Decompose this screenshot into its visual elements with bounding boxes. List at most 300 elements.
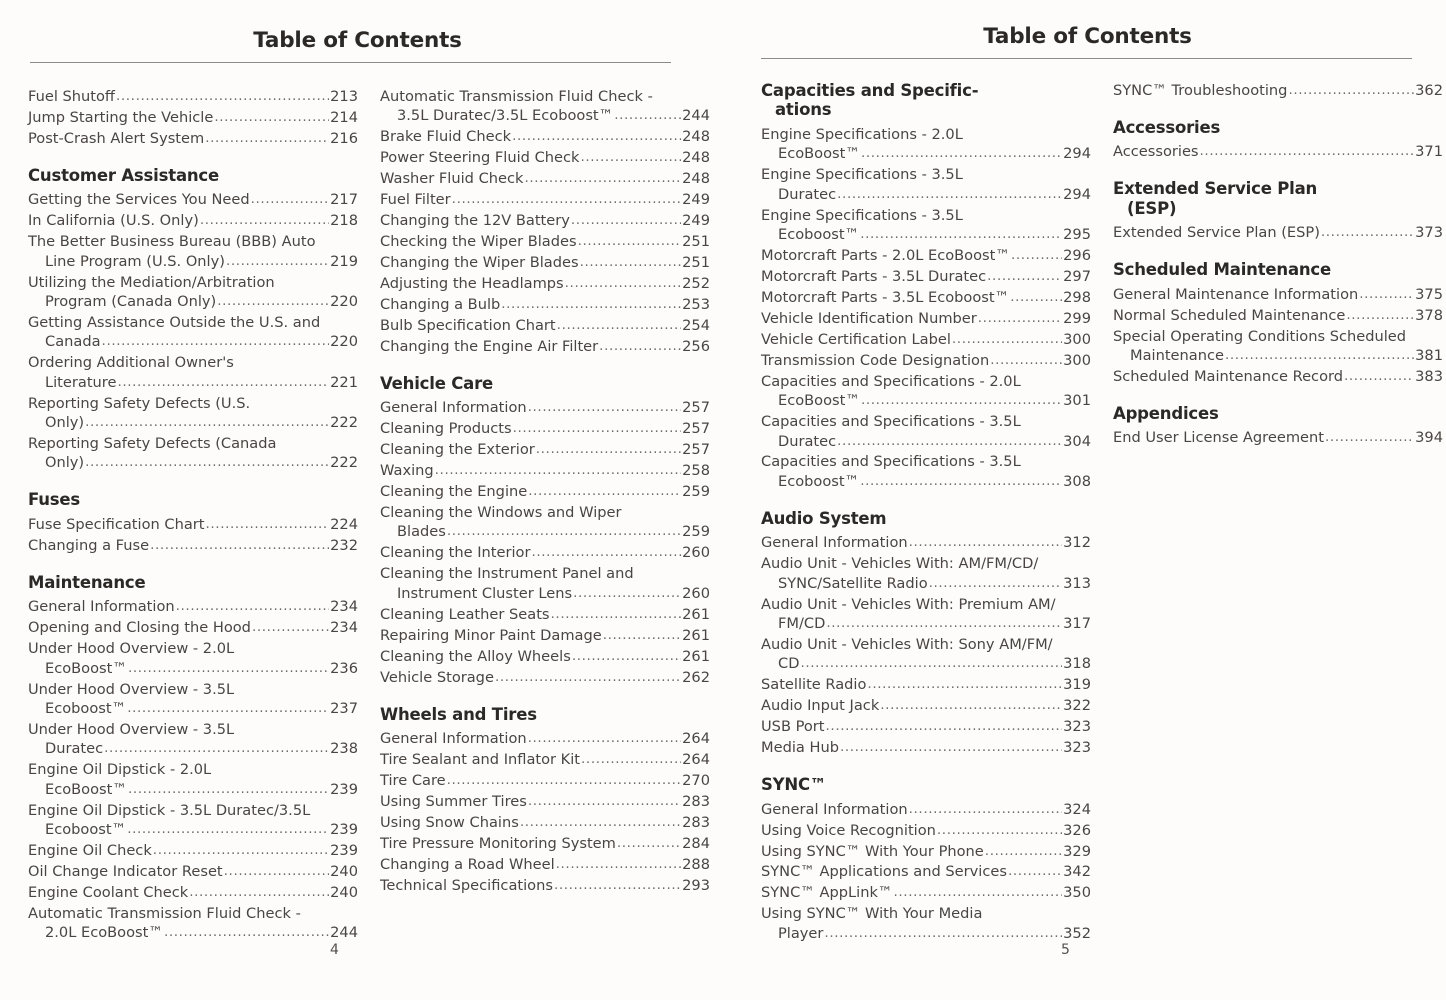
toc-entry[interactable]: [380, 771, 710, 791]
dot-leader: [1225, 347, 1414, 365]
toc-entry[interactable]: [28, 801, 358, 840]
toc-entry[interactable]: [761, 883, 1091, 903]
toc-entry-line: [28, 739, 358, 759]
toc-entry-text: 2.0L EcoBoost™: [45, 924, 163, 942]
toc-entry[interactable]: [380, 337, 710, 357]
toc-entry-line: [28, 639, 358, 658]
toc-entry[interactable]: [761, 554, 1091, 593]
toc-entry[interactable]: [380, 750, 710, 770]
dot-leader: [1359, 286, 1414, 304]
toc-entry[interactable]: [380, 855, 710, 875]
toc-entry[interactable]: [380, 461, 710, 481]
toc-page-number: 248: [682, 128, 710, 146]
toc-entry[interactable]: [28, 883, 358, 903]
toc-entry-text: Duratec: [778, 432, 837, 450]
toc-page-number: 329: [1063, 842, 1091, 860]
toc-entry[interactable]: [380, 813, 710, 833]
toc-entry-text: Blades: [397, 523, 446, 541]
toc-entry[interactable]: [761, 800, 1091, 820]
toc-entry[interactable]: [380, 316, 710, 336]
toc-entry-text: Motorcraft Parts - 3.5L Duratec: [761, 267, 987, 285]
toc-entry-line: [1113, 428, 1443, 448]
toc-entry-line: [380, 337, 710, 357]
toc-entry[interactable]: [1113, 285, 1443, 305]
toc-entry[interactable]: [1113, 367, 1443, 387]
toc-entry-line: [761, 472, 1091, 492]
toc-entry-text: EcoBoost™: [45, 659, 127, 677]
toc-entry[interactable]: [380, 419, 710, 439]
dot-leader: [252, 619, 329, 637]
toc-columns-right: [761, 81, 1443, 945]
toc-entry[interactable]: [28, 680, 358, 719]
toc-page-number: 308: [1063, 472, 1091, 490]
toc-page-number: 323: [1063, 739, 1091, 757]
toc-page-number: 214: [330, 108, 358, 126]
dot-leader: [1346, 307, 1414, 325]
toc-entry-text: Repairing Minor Paint Damage: [380, 626, 602, 644]
dot-leader: [573, 585, 681, 603]
dot-leader: [512, 128, 681, 146]
toc-entry-text: Capacities and Specifications - 3.5L: [761, 413, 1021, 431]
toc-entry-line: [28, 453, 358, 473]
toc-entry-text: Changing a Fuse: [28, 536, 150, 554]
toc-entry-text: Changing a Bulb: [380, 295, 501, 313]
toc-entry[interactable]: [761, 372, 1091, 411]
toc-entry[interactable]: [380, 647, 710, 667]
dot-leader: [800, 655, 1062, 673]
dot-leader: [614, 107, 681, 125]
toc-entry-line: [28, 536, 358, 556]
dot-leader: [1200, 143, 1415, 161]
toc-entry[interactable]: [28, 190, 358, 210]
toc-entry-line: [380, 398, 710, 418]
toc-entry-text: SYNC/Satellite Radio: [778, 574, 928, 592]
toc-entry[interactable]: [380, 87, 710, 126]
toc-page-number: 260: [682, 544, 710, 562]
toc-entry[interactable]: [761, 821, 1091, 841]
toc-entry[interactable]: [761, 330, 1091, 350]
toc-entry-line: [761, 554, 1091, 573]
dot-leader: [435, 462, 681, 480]
toc-page-number: 312: [1063, 534, 1091, 552]
toc-entry-text: Cleaning the Alloy Wheels: [380, 647, 571, 665]
dot-leader: [894, 884, 1063, 902]
toc-entry-text: Audio Unit - Vehicles With: Premium AM/: [761, 595, 1056, 613]
toc-entry-line: [761, 246, 1091, 266]
dot-leader: [520, 814, 681, 832]
toc-entry[interactable]: [380, 295, 710, 315]
dot-leader: [224, 863, 329, 881]
toc-entry[interactable]: [28, 515, 358, 535]
toc-entry-line: [761, 717, 1091, 737]
toc-entry[interactable]: [761, 288, 1091, 308]
dot-leader: [985, 843, 1062, 861]
toc-entry-line: [28, 904, 358, 923]
toc-page-number: 319: [1063, 676, 1091, 694]
toc-entry-text: Reporting Safety Defects (Canada: [28, 435, 277, 453]
toc-entry-line: [28, 394, 358, 413]
toc-entry-text: Cleaning Products: [380, 420, 512, 438]
toc-entry-text: FM/CD: [778, 615, 826, 632]
toc-entry[interactable]: [761, 309, 1091, 329]
toc-entry[interactable]: [380, 127, 710, 147]
toc-entry-line: [28, 720, 358, 739]
toc-entry[interactable]: [380, 834, 710, 854]
toc-entry-text: General Information: [380, 730, 527, 748]
toc-entry-line: [1113, 285, 1443, 305]
toc-entry[interactable]: [380, 211, 710, 231]
dot-leader: [909, 534, 1063, 552]
toc-entry[interactable]: [28, 597, 358, 617]
toc-entry-line: [1113, 367, 1443, 387]
toc-entry-line: [761, 924, 1091, 944]
toc-page-number: 236: [330, 659, 358, 677]
toc-entry-text: Duratec: [778, 185, 837, 203]
toc-entry[interactable]: [1113, 81, 1443, 101]
toc-page-number: 257: [682, 399, 710, 417]
toc-entry[interactable]: [1113, 428, 1443, 448]
dot-leader: [206, 516, 330, 534]
toc-page-number: 297: [1063, 267, 1091, 285]
toc-entry-line: [28, 313, 358, 332]
toc-entry[interactable]: [380, 876, 710, 896]
dot-leader: [226, 253, 329, 271]
toc-entry[interactable]: [1113, 306, 1443, 326]
toc-entry-text: Under Hood Overview - 2.0L: [28, 640, 235, 658]
toc-entry[interactable]: [761, 842, 1091, 862]
toc-entry-text: Satellite Radio: [761, 676, 867, 694]
toc-entry-line: [761, 675, 1091, 695]
toc-entry-text: Only): [45, 454, 85, 472]
toc-entry-line: [761, 800, 1091, 820]
toc-entry-text: Capacities and Specifications - 3.5L: [761, 453, 1021, 471]
toc-entry-line: [380, 855, 710, 875]
toc-entry-line: [761, 267, 1091, 287]
toc-entry-line: [761, 330, 1091, 350]
toc-entry[interactable]: [28, 841, 358, 861]
toc-entry[interactable]: [761, 717, 1091, 737]
toc-entry[interactable]: [1113, 142, 1443, 162]
dot-leader: [150, 537, 329, 555]
toc-entry-line: [28, 659, 358, 679]
toc-entry[interactable]: [380, 398, 710, 418]
dot-leader: [826, 615, 1062, 633]
dot-leader: [251, 191, 330, 209]
toc-entry-text: Waxing: [380, 462, 434, 480]
dot-leader: [861, 145, 1062, 163]
dot-leader: [580, 149, 681, 167]
toc-entry-line: [761, 614, 1091, 634]
dot-leader: [128, 660, 329, 678]
toc-entry-line: [761, 574, 1091, 594]
dot-leader: [937, 822, 1062, 840]
toc-entry-line: [761, 288, 1091, 308]
toc-entry-line: [28, 413, 358, 433]
toc-entry[interactable]: [28, 273, 358, 312]
toc-entry[interactable]: [28, 904, 358, 943]
toc-entry-line: [1113, 81, 1443, 101]
dot-leader: [603, 627, 681, 645]
toc-entry-text: Cleaning the Exterior: [380, 441, 535, 459]
toc-column: [1113, 81, 1443, 945]
toc-column: [761, 81, 1091, 945]
toc-entry-text: Accessories: [1113, 143, 1199, 161]
toc-page-number: 244: [682, 107, 710, 125]
toc-entry-text: Fuel Shutoff: [28, 88, 115, 105]
toc-entry-text: Reporting Safety Defects (U.S.: [28, 394, 251, 412]
toc-entry-text: Tire Care: [380, 771, 446, 789]
toc-entry-text: Normal Scheduled Maintenance: [1113, 306, 1346, 324]
toc-entry[interactable]: [28, 211, 358, 231]
toc-entry[interactable]: [380, 605, 710, 625]
toc-page-number: 300: [1063, 330, 1091, 348]
toc-entry-line: [380, 834, 710, 854]
toc-entry-text: EcoBoost™: [778, 145, 860, 163]
toc-entry[interactable]: [761, 165, 1091, 204]
toc-entry-text: SYNC™ Troubleshooting: [1113, 82, 1288, 99]
dot-leader: [524, 170, 681, 188]
toc-page-number: 252: [682, 275, 710, 293]
toc-section-heading: Customer Assistance: [28, 165, 219, 185]
toc-entry[interactable]: [28, 760, 358, 799]
toc-entry-text: Ecoboost™: [45, 699, 127, 717]
toc-page-number: 298: [1063, 288, 1091, 306]
toc-page-number: 239: [330, 780, 358, 798]
toc-page-number: 224: [330, 515, 358, 533]
toc-entry-line: [761, 595, 1091, 614]
toc-entry[interactable]: [761, 351, 1091, 371]
toc-entry-line: [761, 432, 1091, 452]
dot-leader: [929, 575, 1063, 593]
toc-entry-line: [380, 771, 710, 791]
dot-leader: [840, 739, 1062, 757]
toc-page-number: 259: [682, 483, 710, 501]
toc-entry[interactable]: [28, 129, 358, 149]
toc-entry-line: [28, 618, 358, 638]
toc-entry-text: Power Steering Fluid Check: [380, 149, 580, 167]
toc-entry[interactable]: [380, 792, 710, 812]
dot-leader: [153, 842, 329, 860]
toc-entry-text: Audio Unit - Vehicles With: Sony AM/FM/: [761, 635, 1053, 653]
toc-entry[interactable]: [380, 729, 710, 749]
toc-entry-text: Opening and Closing the Hood: [28, 619, 251, 637]
toc-entry[interactable]: [380, 564, 710, 603]
dot-leader: [531, 544, 681, 562]
dot-leader: [990, 352, 1062, 370]
toc-entry[interactable]: [380, 232, 710, 252]
toc-entry-text: Checking the Wiper Blades: [380, 233, 577, 251]
toc-entry-line: [380, 440, 710, 460]
toc-entry-line: [761, 125, 1091, 144]
toc-entry-text: The Better Business Bureau (BBB) Auto: [28, 233, 316, 251]
toc-entry[interactable]: [761, 675, 1091, 695]
toc-page-number: 249: [682, 212, 710, 230]
dot-leader: [1008, 863, 1062, 881]
toc-entry[interactable]: [380, 503, 710, 542]
toc-entry[interactable]: [380, 169, 710, 189]
toc-entry-text: Transmission Code Designation: [761, 351, 990, 369]
toc-entry[interactable]: [28, 862, 358, 882]
toc-entry-text: Changing the 12V Battery: [380, 212, 570, 230]
toc-entry-line: [28, 760, 358, 779]
toc-page-number: 253: [682, 295, 710, 313]
toc-page-number: 239: [330, 820, 358, 838]
toc-entry[interactable]: [380, 190, 710, 210]
dot-leader: [102, 333, 330, 351]
dot-leader: [909, 801, 1063, 819]
toc-entry[interactable]: [28, 232, 358, 271]
toc-page-number: 261: [682, 626, 710, 644]
dot-leader: [867, 676, 1062, 694]
toc-entry-line: [380, 295, 710, 315]
toc-entry[interactable]: [761, 206, 1091, 245]
toc-entry-line: [761, 842, 1091, 862]
toc-entry[interactable]: [761, 862, 1091, 882]
toc-entry[interactable]: [761, 267, 1091, 287]
toc-entry[interactable]: [761, 635, 1091, 674]
toc-entry-line: [380, 190, 710, 210]
dot-leader: [617, 835, 681, 853]
dot-leader: [1011, 247, 1062, 265]
toc-entry-text: Instrument Cluster Lens: [397, 584, 573, 602]
toc-entry[interactable]: [380, 482, 710, 502]
dot-leader: [837, 433, 1062, 451]
toc-entry[interactable]: [380, 274, 710, 294]
toc-entry-line: [380, 503, 710, 522]
toc-entry-line: [28, 597, 358, 617]
dot-leader: [528, 399, 682, 417]
toc-entry-line: [28, 211, 358, 231]
toc-entry-line: [761, 412, 1091, 431]
dot-leader: [580, 254, 682, 272]
toc-page-number: 260: [682, 584, 710, 602]
toc-entry[interactable]: [28, 87, 358, 107]
toc-entry-text: 3.5L Duratec/3.5L Ecoboost™: [397, 107, 614, 125]
toc-entry-text: EcoBoost™: [778, 392, 860, 410]
toc-page-number: 317: [1063, 615, 1091, 632]
toc-entry[interactable]: [761, 412, 1091, 451]
toc-entry[interactable]: [380, 543, 710, 563]
toc-page-number: 322: [1063, 697, 1091, 715]
toc-entry[interactable]: [761, 696, 1091, 716]
toc-entry-text: SYNC™ AppLink™: [761, 884, 893, 902]
toc-entry[interactable]: [1113, 327, 1443, 366]
toc-entry[interactable]: [761, 533, 1091, 553]
toc-entry[interactable]: [380, 668, 710, 688]
toc-entry[interactable]: [761, 738, 1091, 758]
toc-entry[interactable]: [28, 618, 358, 638]
toc-page-number: 313: [1063, 574, 1091, 592]
toc-entry-line: [380, 148, 710, 168]
toc-page-number: 375: [1415, 285, 1443, 303]
dot-leader: [824, 925, 1062, 943]
toc-entry-line: [380, 605, 710, 625]
toc-entry-text: Tire Sealant and Inflator Kit: [380, 750, 581, 768]
dot-leader: [837, 186, 1062, 204]
toc-entry[interactable]: [380, 440, 710, 460]
toc-entry-text: Ordering Additional Owner's: [28, 354, 234, 372]
toc-entry[interactable]: [380, 148, 710, 168]
toc-entry-text: Getting Assistance Outside the U.S. and: [28, 313, 321, 331]
toc-entry[interactable]: [28, 434, 358, 473]
folio-left: 4: [330, 942, 339, 958]
toc-entry-text: End User License Agreement: [1113, 429, 1324, 447]
toc-entry-line: [28, 292, 358, 312]
toc-column: [380, 87, 710, 944]
toc-entry[interactable]: [28, 639, 358, 678]
toc-entry-line: [28, 680, 358, 699]
toc-entry-text: Vehicle Identification Number: [761, 309, 977, 327]
toc-entry-text: Scheduled Maintenance Record: [1113, 368, 1344, 385]
toc-entry-text: Ecoboost™: [45, 820, 127, 838]
toc-entry[interactable]: [761, 125, 1091, 164]
toc-page-number: 283: [682, 813, 710, 831]
toc-entry[interactable]: [761, 246, 1091, 266]
toc-page-number: 301: [1063, 392, 1091, 410]
toc-page-number: 394: [1415, 429, 1443, 447]
page-title-left: Table of Contents: [253, 28, 462, 53]
toc-page-number: 251: [682, 233, 710, 251]
toc-entry[interactable]: [761, 595, 1091, 634]
toc-entry-line: [28, 252, 358, 272]
toc-entry[interactable]: [380, 626, 710, 646]
toc-entry-line: [28, 780, 358, 800]
toc-page-number: 232: [330, 536, 358, 554]
toc-entry-line: [761, 635, 1091, 654]
toc-entry-line: [28, 515, 358, 535]
toc-entry[interactable]: [380, 253, 710, 273]
toc-entry-line: [28, 373, 358, 393]
toc-page-number: 288: [682, 855, 710, 873]
toc-entry[interactable]: [28, 108, 358, 128]
toc-entry[interactable]: [28, 720, 358, 759]
toc-page-number: 219: [330, 252, 358, 270]
folio-right: 5: [1061, 942, 1070, 958]
toc-entry[interactable]: [28, 536, 358, 556]
toc-entry[interactable]: [28, 353, 358, 392]
toc-entry-line: [380, 564, 710, 583]
toc-entry[interactable]: [761, 452, 1091, 491]
toc-entry-text: Motorcraft Parts - 2.0L EcoBoost™: [761, 247, 1010, 265]
toc-page-number: 318: [1063, 655, 1091, 673]
dot-leader: [128, 781, 329, 799]
toc-entry-text: Changing the Engine Air Filter: [380, 337, 599, 355]
toc-page-number: 284: [682, 834, 710, 852]
toc-entry-line: [761, 696, 1091, 716]
toc-entry-line: [761, 452, 1091, 471]
toc-entry[interactable]: [761, 904, 1091, 943]
toc-entry-line: [380, 626, 710, 646]
toc-page-number: 294: [1063, 185, 1091, 203]
toc-entry-text: General Information: [380, 399, 527, 417]
toc-section-heading: Fuses: [28, 490, 81, 510]
toc-entry-line: [761, 225, 1091, 245]
toc-entry-text: Jump Starting the Vehicle: [28, 108, 214, 126]
toc-entry[interactable]: [1113, 223, 1443, 243]
toc-entry-text: Engine Specifications - 3.5L: [761, 206, 963, 224]
toc-entry[interactable]: [28, 313, 358, 352]
toc-entry-text: General Maintenance Information: [1113, 285, 1359, 303]
toc-page-number: 234: [330, 598, 358, 616]
toc-entry-line: [380, 792, 710, 812]
dot-leader: [581, 751, 681, 769]
toc-columns-left: [28, 87, 710, 944]
header-rule-left: [30, 62, 671, 63]
toc-page-number: 213: [330, 88, 358, 105]
toc-entry-text: Under Hood Overview - 3.5L: [28, 720, 235, 738]
toc-entry[interactable]: [28, 394, 358, 433]
toc-page-number: 342: [1063, 863, 1091, 881]
